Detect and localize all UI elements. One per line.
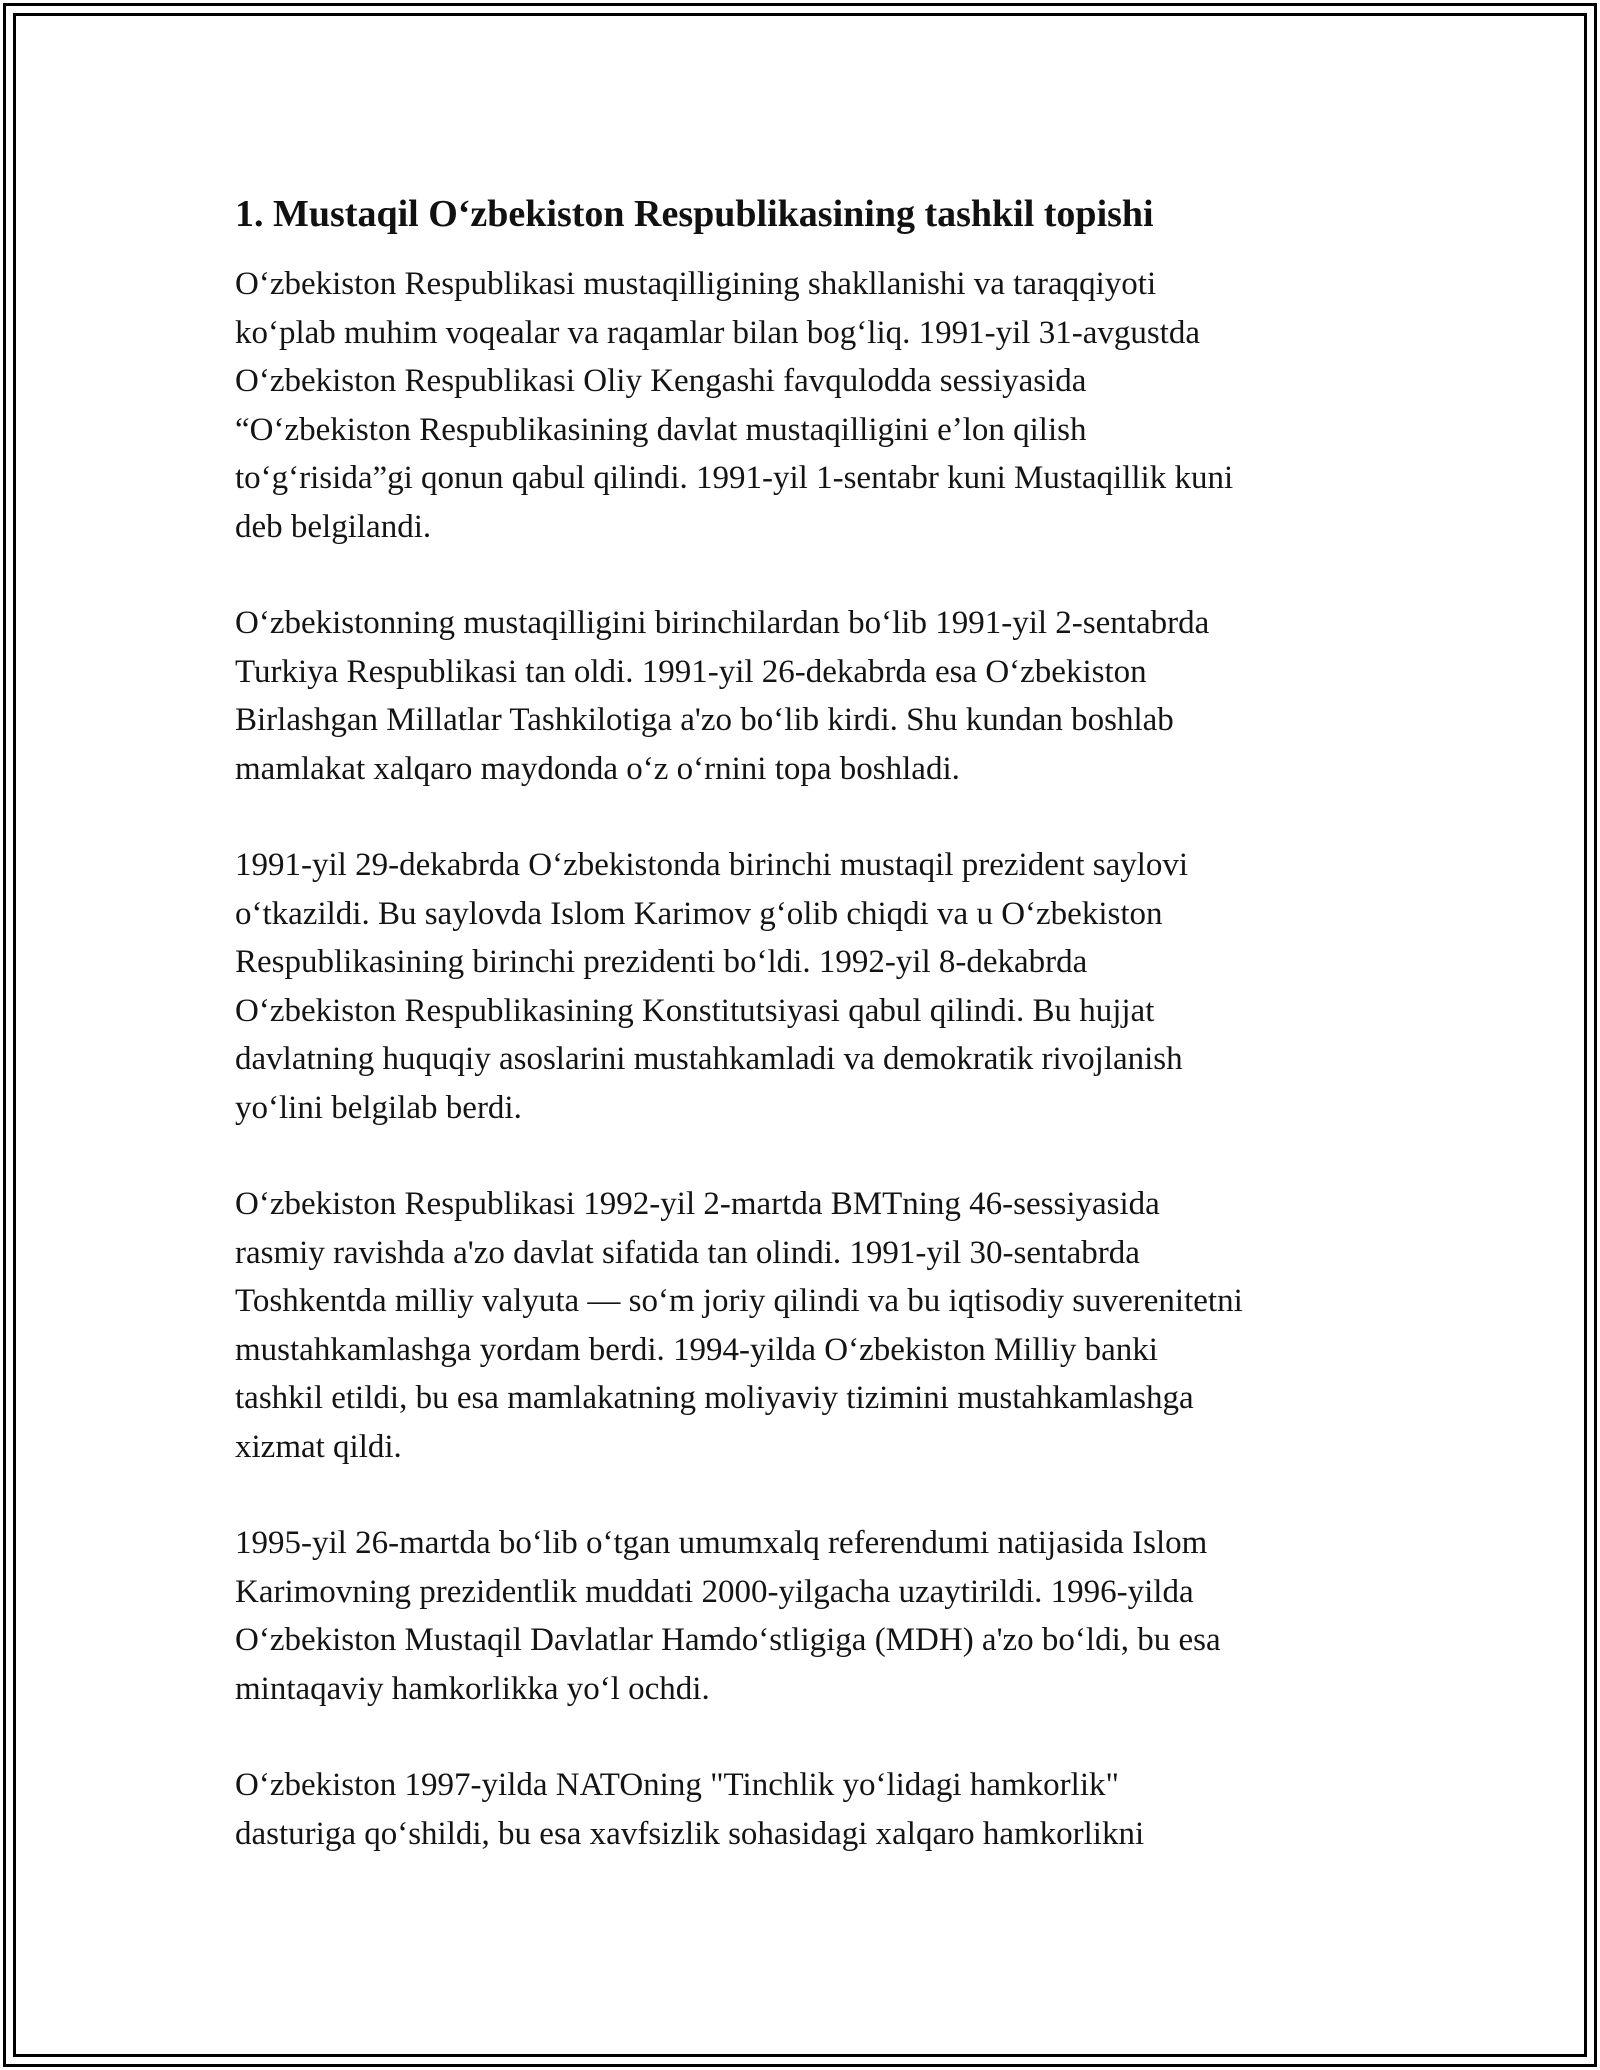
paragraph-line: deb belgilandi. (235, 508, 432, 545)
paragraph-line: Karimovning prezidentlik muddati 2000-yilgacha uzaytirildi. 1996-yilda (235, 1573, 1194, 1610)
paragraph-line: mintaqaviy hamkorlikka yoʻl ochdi. (235, 1670, 710, 1707)
paragraph-line: Oʻzbekiston Respublikasining Konstitutsiyasi qabul qilindi. Bu hujjat (235, 992, 1155, 1029)
paragraph-line: “Oʻzbekiston Respublikasining davlat mustaqilligini eʼlon qilish (235, 411, 1087, 448)
paragraph (235, 599, 1365, 793)
paragraph-line: yoʻlini belgilab berdi. (235, 1089, 522, 1126)
paragraph (235, 1519, 1365, 1713)
paragraph-line: Oʻzbekiston 1997-yilda NATOning "Tinchlik yoʻlidagi hamkorlik" (235, 1767, 1119, 1803)
paragraph-line: Oʻzbekistonning mustaqilligini birinchilardan boʻlib 1991-yil 2-sentabrda (235, 605, 1210, 641)
paragraph-line: Toshkentda milliy valyuta — soʻm joriy qilindi va bu iqtisodiy suverenitetni (235, 1283, 1243, 1319)
paragraph-line: Oʻzbekiston Respublikasi Oliy Kengashi favqulodda sessiyasida (235, 363, 1087, 399)
paragraph (235, 1180, 1365, 1471)
paragraph-line: Birlashgan Millatlar Tashkilotiga a'zo boʻlib kirdi. Shu kundan boshlab (235, 702, 1174, 738)
paragraph-line: dasturiga qoʻshildi, bu esa xavfsizlik sohasidagi xalqaro hamkorlikni (235, 1815, 1145, 1852)
paragraph (235, 260, 1365, 551)
section-heading: 1. Mustaqil Oʻzbekiston Respublikasining tashkil topishi (235, 193, 1154, 235)
paragraph-list (235, 260, 1365, 1858)
paragraph-line: 1991-yil 29-dekabrda Oʻzbekistonda birinchi mustaqil prezident saylovi (235, 847, 1189, 883)
paragraph-line: rasmiy ravishda a'zo davlat sifatida tan olindi. 1991-yil 30-sentabrda (235, 1234, 1140, 1271)
paragraph-line: Oʻzbekiston Mustaqil Davlatlar Hamdoʻstligiga (MDH) a'zo boʻldi, bu esa (235, 1622, 1221, 1658)
paragraph-line: Oʻzbekiston Respublikasi mustaqilligining shakllanishi va taraqqiyoti (235, 266, 1157, 302)
document-body (235, 184, 1365, 1906)
paragraph-line: mamlakat xalqaro maydonda oʻz oʻrnini topa boshladi. (235, 750, 960, 787)
paragraph-line: Oʻzbekiston Respublikasi 1992-yil 2-martda BMTning 46-sessiyasida (235, 1186, 1160, 1222)
paragraph (235, 841, 1365, 1132)
paragraph-line: tashkil etildi, bu esa mamlakatning moliyaviy tizimini mustahkamlashga (235, 1380, 1194, 1416)
paragraph-line: toʻgʻrisida”gi qonun qabul qilindi. 1991-yil 1-sentabr kuni Mustaqillik kuni (235, 460, 1234, 496)
paragraph-line: Turkiya Respublikasi tan oldi. 1991-yil 26-dekabrda esa Oʻzbekiston (235, 653, 1147, 690)
paragraph (235, 1761, 1365, 1858)
paragraph-line: xizmat qildi. (235, 1428, 402, 1465)
paragraph-line: davlatning huquqiy asoslarini mustahkamladi va demokratik rivojlanish (235, 1041, 1183, 1077)
paragraph-line: mustahkamlashga yordam berdi. 1994-yilda Oʻzbekiston Milliy banki (235, 1331, 1158, 1368)
paragraph-line: 1995-yil 26-martda boʻlib oʻtgan umumxalq referendumi natijasida Islom (235, 1525, 1208, 1561)
paragraph-line: Respublikasining birinchi prezidenti boʻldi. 1992-yil 8-dekabrda (235, 944, 1088, 980)
paragraph-line: koʻplab muhim voqealar va raqamlar bilan bogʻliq. 1991-yil 31-avgustda (235, 314, 1200, 351)
paragraph-line: oʻtkazildi. Bu saylovda Islom Karimov gʻolib chiqdi va u Oʻzbekiston (235, 895, 1163, 932)
